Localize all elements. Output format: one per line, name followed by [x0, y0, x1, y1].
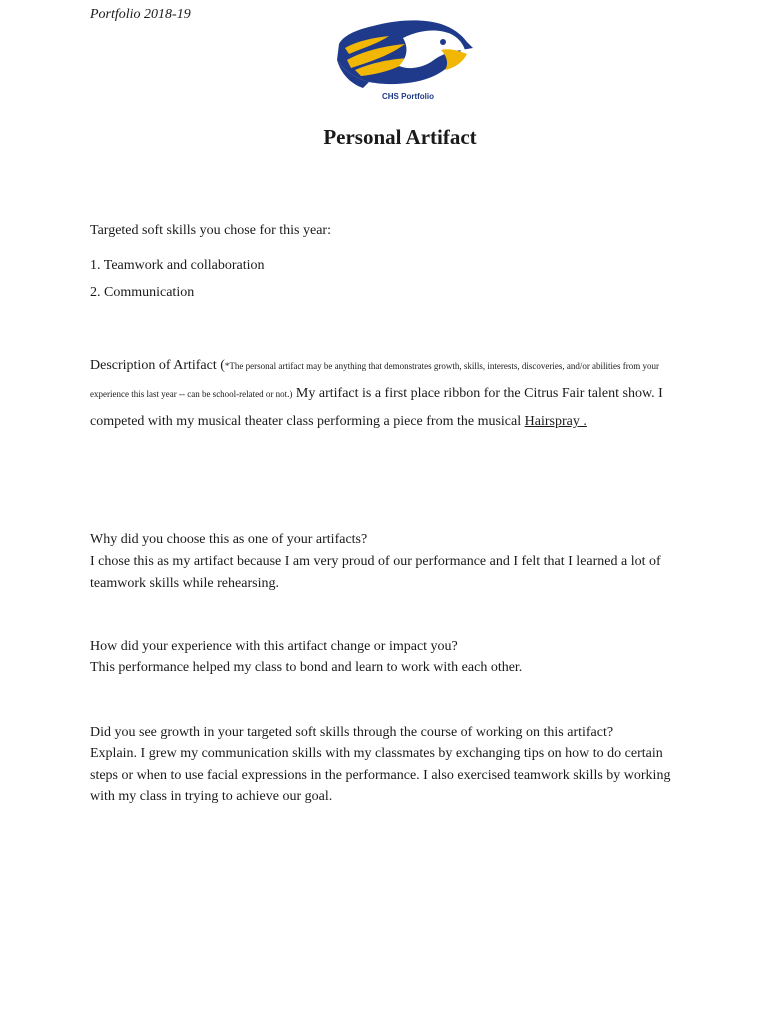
impact-question: How did your experience with this artifact change or impact you?: [90, 639, 458, 654]
page-title: Personal Artifact: [323, 125, 477, 149]
description-label: Description of Artifact (: [90, 358, 225, 373]
description-note: *The personal artifact may be anything that demonstrates growth, skills, interests, discoveries, and/or abilities from your experience this last year -- can be school-related or not.): [90, 361, 660, 399]
description-answer: My artifact is a first place ribbon for the Citrus Fair talent show. I competed with my musical theater class performing a piece from the musical: [90, 386, 663, 429]
skill-item-1: 1. Teamwork and collaboration: [90, 258, 265, 273]
why-question: Why did you choose this as one of your artifacts?: [90, 532, 368, 547]
skill-item-2: 2. Communication: [90, 285, 195, 300]
impact-answer: This performance helped my class to bond and learn to work with each other.: [90, 660, 523, 675]
logo-caption: CHS Portfolio: [382, 92, 434, 101]
artifact-description: [90, 352, 690, 436]
musical-title: Hairspray: [524, 414, 580, 429]
why-answer: I chose this as my artifact because I am very proud of our performance and I felt that I learned a lot of teamwork skills while rehearsing.: [90, 554, 661, 591]
growth-answer: Explain. I grew my communication skills with my classmates by exchanging tips on how to do certain steps or when to use facial expressions in the performance. I also exercised teamwork skills by working with my class in trying to achieve our goal.: [90, 746, 671, 804]
description-trail: .: [579, 414, 587, 429]
portfolio-year-label: Portfolio 2018-19: [90, 7, 191, 22]
skills-intro: Targeted soft skills you chose for this year:: [90, 223, 331, 238]
growth-question: Did you see growth in your targeted soft skills through the course of working on this artifact?: [90, 725, 614, 740]
